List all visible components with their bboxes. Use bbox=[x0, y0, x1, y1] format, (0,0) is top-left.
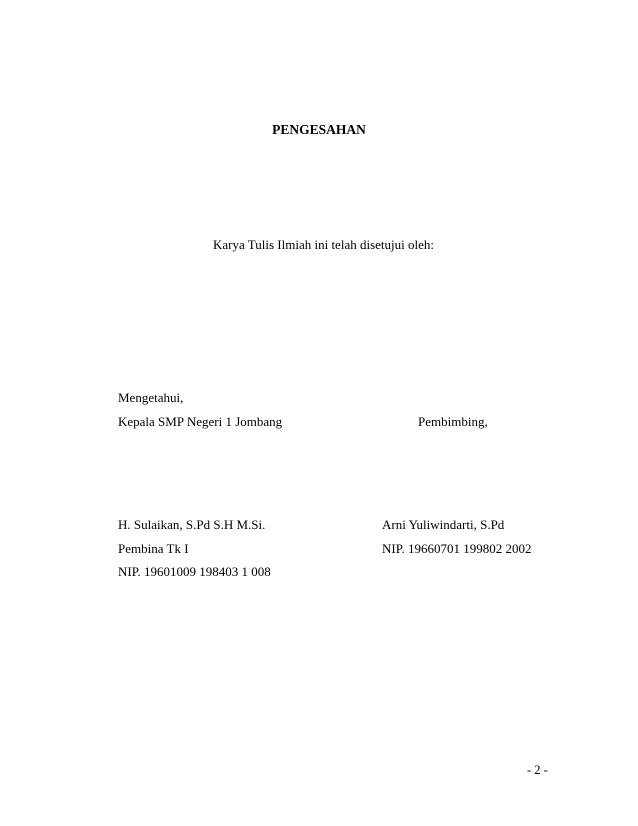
approval-statement: Karya Tulis Ilmiah ini telah disetujui oleh: bbox=[213, 237, 434, 252]
supervisor-nip: NIP. 19660701 199802 2002 bbox=[382, 541, 532, 556]
principal-position: Kepala SMP Negeri 1 Jombang bbox=[118, 414, 283, 429]
acknowledged-label: Mengetahui, bbox=[118, 390, 184, 405]
supervisor-label: Pembimbing, bbox=[418, 414, 488, 429]
principal-name: H. Sulaikan, S.Pd S.H M.Si. bbox=[118, 517, 266, 532]
page-title: PENGESAHAN bbox=[272, 122, 366, 137]
supervisor-name: Arni Yuliwindarti, S.Pd bbox=[382, 517, 505, 532]
principal-rank: Pembina Tk I bbox=[118, 541, 189, 556]
principal-nip: NIP. 19601009 198403 1 008 bbox=[118, 564, 271, 579]
page-number: - 2 - bbox=[527, 763, 548, 777]
